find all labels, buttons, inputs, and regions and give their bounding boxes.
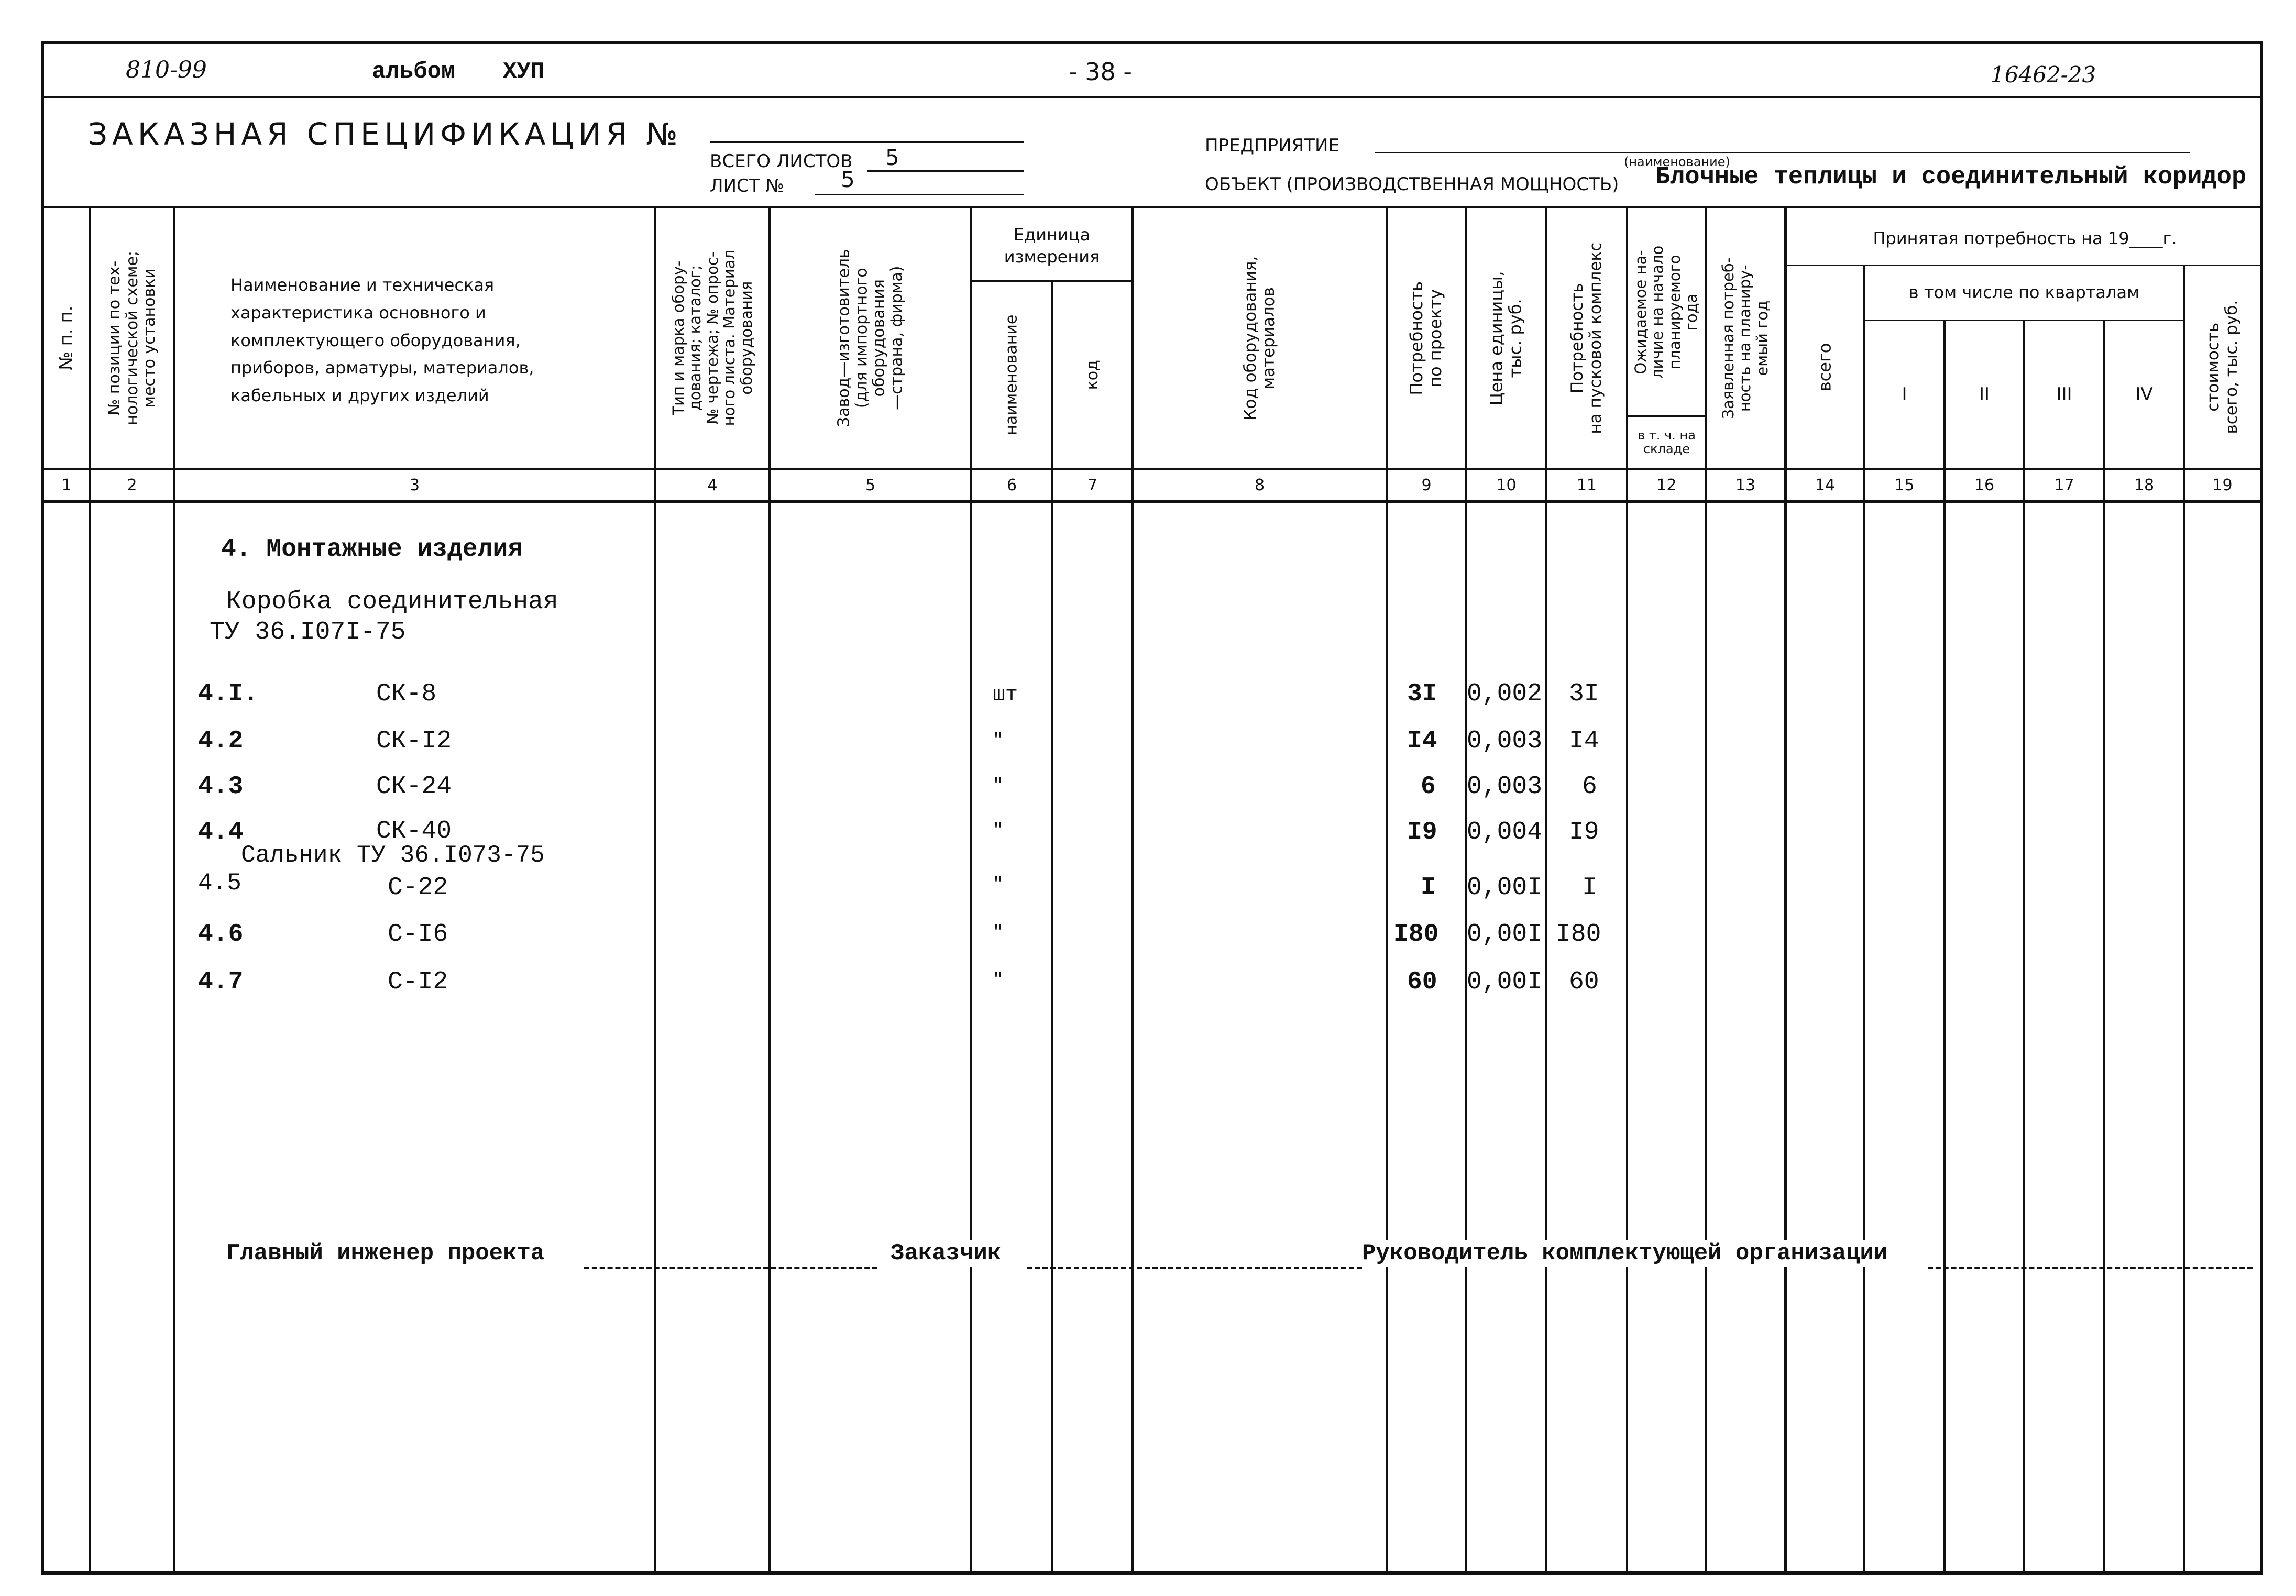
col-number: 5 — [865, 476, 876, 494]
item-name: СК-40 — [376, 817, 452, 845]
chief-engineer-signature-line — [584, 1267, 877, 1269]
need-by-project: 60 — [1407, 968, 1437, 996]
col-header-7: код — [1083, 359, 1102, 390]
col-header-15: I — [1902, 384, 1907, 405]
customer-label: Заказчик — [891, 1240, 1002, 1267]
doc-code: 810-99 — [126, 57, 207, 83]
need-start-complex: 3I — [1569, 680, 1599, 708]
col-number: 17 — [2054, 476, 2074, 494]
item-name: СК-I2 — [376, 727, 452, 755]
col-number: 10 — [1496, 476, 1517, 494]
col-number: 3 — [409, 476, 420, 494]
group-title-line1: Коробка соединительная — [226, 588, 558, 616]
col-header-16: II — [1979, 384, 1990, 405]
row-number: 4.6 — [198, 920, 244, 949]
supplier-signature-line — [1928, 1267, 2253, 1269]
col-header-2: № позиции по тех- нологической схеме; место установки — [105, 251, 159, 425]
unit-price: 0,00I — [1467, 874, 1543, 902]
need-by-project: I — [1421, 874, 1436, 902]
col-number: 7 — [1087, 476, 1098, 494]
row-number: 4.2 — [198, 727, 244, 755]
need-start-complex: 60 — [1569, 968, 1599, 996]
customer-signature-line — [1027, 1267, 1362, 1269]
page-number: - 38 - — [1069, 58, 1132, 86]
col-number: 2 — [127, 476, 137, 494]
unit-name: " — [993, 923, 1004, 943]
unit-price: 0,00I — [1467, 920, 1543, 949]
col-header-6: наименование — [1002, 314, 1021, 435]
col-number: 15 — [1894, 476, 1915, 494]
row-number: 4.3 — [198, 773, 244, 801]
accepted-group-header: Принятая потребность на 19____г. — [1873, 228, 2177, 248]
album-number: ХУП — [503, 59, 545, 85]
row-number: 4.I. — [198, 680, 259, 708]
need-start-complex: I80 — [1556, 920, 1601, 949]
item-name: СК-24 — [376, 773, 452, 801]
row-number: 4.4 — [198, 818, 244, 846]
need-start-complex: 6 — [1582, 773, 1597, 801]
unit-name: " — [993, 821, 1004, 841]
col-header-12: Ожидаемое на- личие на начало планируемого года — [1632, 245, 1701, 379]
sheet-value: 5 — [841, 167, 855, 192]
need-by-project: I4 — [1407, 727, 1437, 755]
unit-name: " — [993, 875, 1004, 895]
section-title: 4. Монтажные изделия — [221, 535, 523, 564]
unit-price: 0,004 — [1467, 818, 1543, 846]
col-number: 11 — [1576, 476, 1597, 494]
unit-price: 0,002 — [1467, 680, 1543, 708]
group2-title: Сальник ТУ 36.I073-75 — [241, 842, 545, 869]
col-header-4: Тип и марка обору- дования; каталог; № чертежа; № опрос- ного листа. Материал оборудования — [669, 250, 755, 426]
supplier-head-label: Руководитель комплектующей организации — [1362, 1240, 1888, 1267]
item-name: СК-8 — [376, 680, 437, 708]
col-header-11: Потребность на пусковой комплекс — [1568, 242, 1606, 434]
col-header-5: Завод—изготовитель (для импортного оборудования —страна, фирма) — [834, 249, 906, 427]
col-number: 13 — [1735, 476, 1756, 494]
col-header-1: № п. п. — [56, 305, 77, 371]
col-number: 9 — [1421, 476, 1432, 494]
col-number: 18 — [2134, 476, 2155, 494]
need-start-complex: I — [1582, 874, 1597, 902]
unit-price: 0,003 — [1467, 727, 1543, 755]
col-number: 16 — [1974, 476, 1995, 494]
col-number: 12 — [1656, 476, 1677, 494]
col-header-18: IV — [2135, 384, 2153, 405]
unit-price: 0,00I — [1467, 968, 1543, 996]
col-number: 6 — [1006, 476, 1017, 494]
col-number: 19 — [2212, 476, 2233, 494]
enterprise-label: ПРЕДПРИЯТИЕ — [1205, 135, 1339, 156]
col-number: 1 — [61, 476, 72, 494]
col-number: 14 — [1815, 476, 1836, 494]
total-sheets-label: ВСЕГО ЛИСТОВ — [710, 151, 853, 172]
sheet-label: ЛИСТ № — [710, 175, 784, 196]
unit-name: " — [993, 971, 1004, 990]
col-header-3: Наименование и техническая характеристика основного и комплектующего оборудования, приборов, арматуры, материалов, кабельных и других изделий — [230, 275, 534, 406]
col-number: 8 — [1254, 476, 1265, 494]
group-title-line2: ТУ 36.I07I-75 — [210, 618, 406, 646]
chief-engineer-label: Главный инженер проекта — [226, 1240, 545, 1267]
col-header-19: стоимость всего, тыс. руб. — [2203, 300, 2241, 434]
unit-group-header: Единица измерения — [1004, 225, 1100, 267]
row-number: 4.5 — [198, 869, 241, 897]
unit-price: 0,003 — [1467, 773, 1543, 801]
total-sheets-value: 5 — [885, 145, 899, 170]
archive-number: 16462-23 — [1991, 62, 2096, 87]
object-value: Блочные теплицы и соединительный коридор — [1655, 163, 2247, 191]
col-header-14: всего — [1815, 343, 1835, 391]
unit-name: шт — [993, 684, 1018, 707]
need-by-project: I80 — [1393, 920, 1439, 949]
page-title: ЗАКАЗНАЯ СПЕЦИФИКАЦИЯ № — [88, 116, 683, 152]
unit-name: " — [993, 731, 1004, 751]
need-start-complex: I4 — [1569, 727, 1599, 755]
item-name: С-I6 — [388, 920, 448, 949]
col-header-9: Потребность по проекту — [1407, 281, 1446, 395]
item-name: С-22 — [388, 874, 448, 902]
col-header-12-sub: в т. ч. на складе — [1638, 428, 1696, 456]
name-note: (наименование) — [1624, 155, 1730, 169]
need-by-project: 6 — [1421, 773, 1436, 801]
need-by-project: I9 — [1407, 818, 1437, 846]
need-by-project: 3I — [1407, 680, 1437, 708]
album-label: альбом — [372, 59, 455, 85]
col-number: 4 — [707, 476, 718, 494]
quarters-group-header: в том числе по кварталам — [1908, 282, 2140, 302]
col-header-17: III — [2056, 384, 2072, 405]
col-header-10: Цена единицы, тыс. руб. — [1486, 271, 1525, 405]
object-label: ОБЪЕКТ (ПРОИЗВОДСТВЕННАЯ МОЩНОСТЬ) — [1205, 174, 1619, 195]
unit-name: " — [993, 776, 1004, 796]
col-header-13: Заявленная потреб- ность на планиру- емый год — [1719, 257, 1772, 419]
need-start-complex: I9 — [1569, 818, 1599, 846]
row-number: 4.7 — [198, 968, 244, 996]
item-name: С-I2 — [388, 968, 448, 996]
col-header-8: Код оборудования, материалов — [1240, 256, 1278, 421]
